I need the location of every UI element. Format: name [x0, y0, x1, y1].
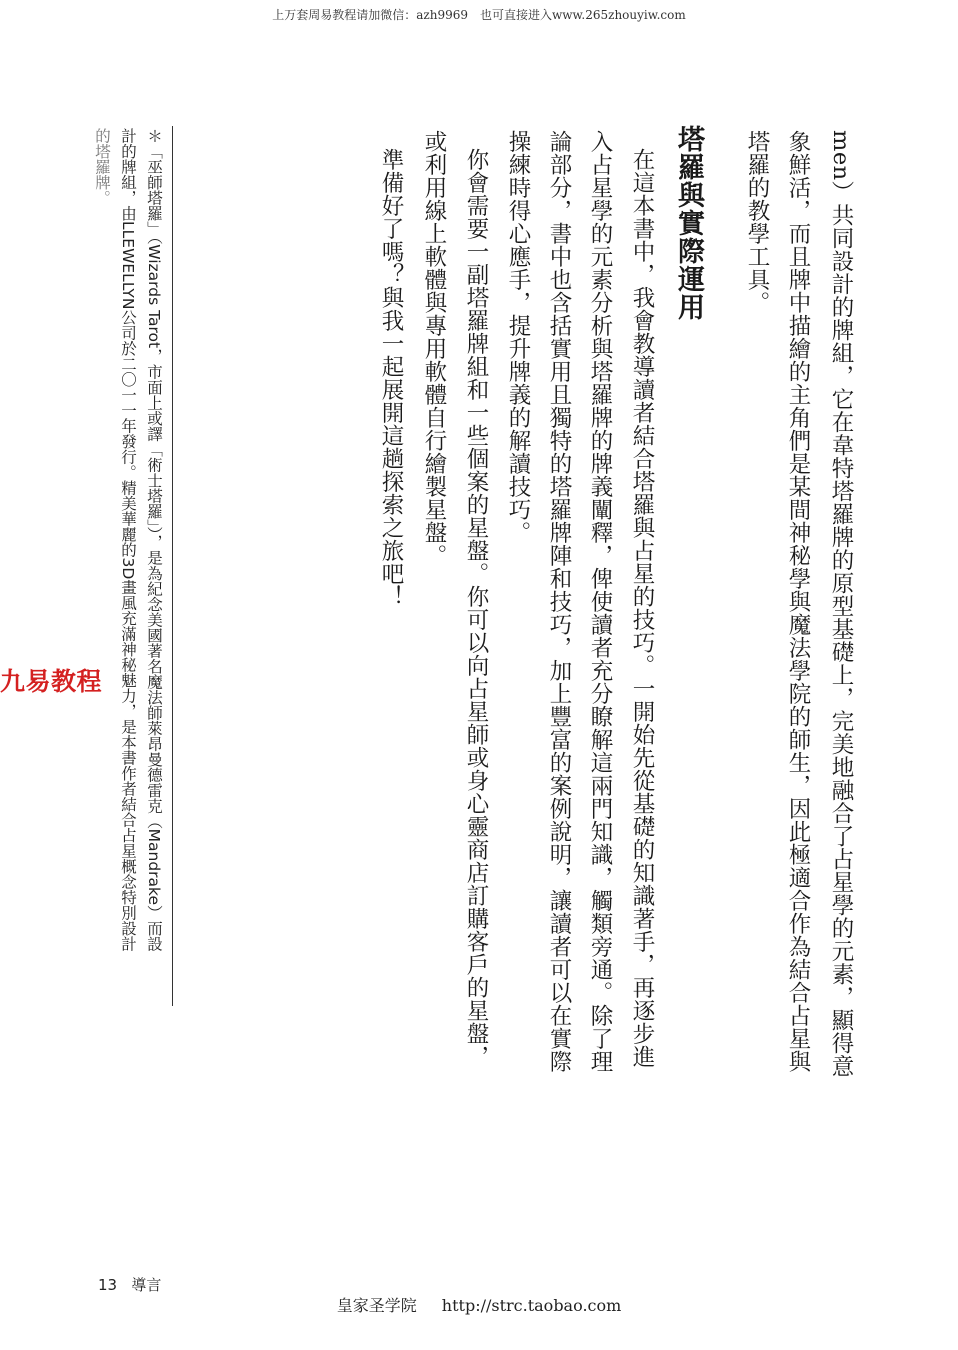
body-column-7: 操練時得心應手，提升牌義的解讀技巧。 [505, 130, 531, 544]
body-column-3: 塔羅的教學工具。 [744, 130, 770, 314]
page-number: 13 [98, 1276, 118, 1294]
footnote-column-3: 的塔羅牌。 [93, 128, 111, 206]
footnote-column-2: 計的牌組，由LLEWELLYN公司於二〇一一年發行。精美華麗的3D畫風充滿神秘魅力，是本書作者結合占星概念特別設計 [119, 128, 137, 952]
body-column-8: 你會需要一副塔羅牌組和一些個案的星盤。你可以向占星師或身心靈商店訂購客戶的星盤， [463, 148, 489, 1068]
footnote-column-1: ＊「巫師塔羅」（Wizards Tarot，市面上或譯「術士塔羅」），是為紀念美國著名魔法師萊昂曼德雷克（Mandrake）而設 [145, 128, 163, 952]
section-label: 導言 [131, 1276, 162, 1294]
footnote-divider [172, 126, 173, 1006]
body-text: ）共同設計的牌組，它在韋特塔羅牌的原型基礎上，完美地融合了占星學的元素，顯得意 [828, 180, 854, 1078]
body-column-1 [826, 130, 856, 1078]
watermark-top-line: 上万套周易教程请加微信：azh9969 也可直接进入www.265zhouyiw.com [272, 8, 686, 22]
body-column-10: 準備好了嗎？與我一起展開這趟探索之旅吧！ [378, 148, 404, 608]
body-column-2: 象鮮活，而且牌中描繪的主角們是某間神秘學與魔法學院的師生，因此極適合作為結合占星與 [785, 130, 811, 1073]
page-footer [98, 1274, 161, 1295]
section-heading: 塔羅與實際運用 [673, 125, 704, 321]
body-column-9: 或利用線上軟體與專用軟體自行繪製星盤。 [421, 130, 447, 567]
body-column-5: 入占星學的元素分析與塔羅牌的牌義闡釋，俾使讀者充分瞭解這兩門知識，觸類旁通。除了理 [587, 130, 613, 1073]
publisher-url: http://strc.taobao.com [441, 1296, 622, 1315]
publisher-name: 皇家圣学院 [336, 1296, 417, 1315]
watermark-bottom-line [0, 1293, 958, 1316]
body-column-4: 在這本書中，我會教導讀者結合塔羅與占星的技巧。一開始先從基礎的知識著手，再逐步進 [629, 148, 655, 1068]
body-column-6: 論部分，書中也含括實用且獨特的塔羅牌陣和技巧，加上豐富的案例說明，讓讀者可以在實際 [546, 130, 572, 1073]
latin-term: men [828, 130, 854, 181]
watermark-stamp: 九易教程 [0, 667, 103, 696]
